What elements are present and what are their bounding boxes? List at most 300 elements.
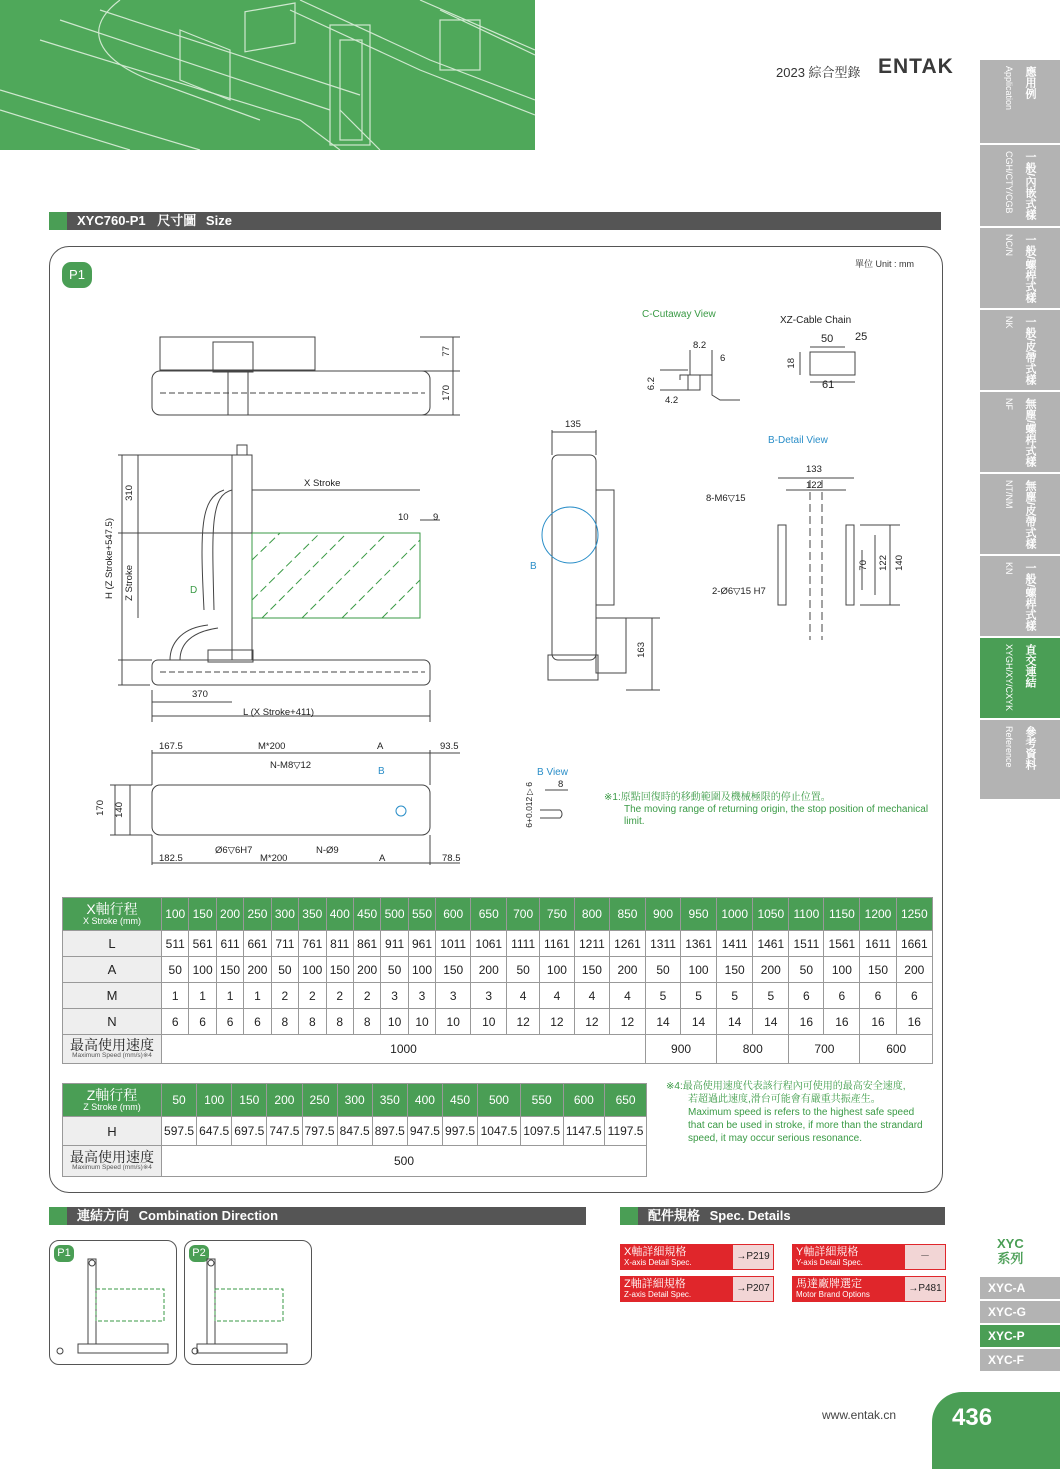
x-table-cell: 14 bbox=[646, 1009, 681, 1035]
x-table-cell: 2 bbox=[353, 983, 380, 1009]
x-stroke-zh: X軸行程 bbox=[86, 901, 138, 917]
x-table-cell: 1111 bbox=[507, 931, 540, 957]
unit-label: 單位 Unit : mm bbox=[855, 259, 915, 269]
x-table-cell: 1561 bbox=[824, 931, 860, 957]
z-table-cell: 697.5 bbox=[232, 1117, 267, 1146]
x-speed-cell: 800 bbox=[717, 1035, 789, 1064]
xz-chain-title: XZ-Cable Chain bbox=[780, 315, 852, 326]
m8-label: N-M8▽12 bbox=[270, 760, 312, 771]
dim-6: 6 bbox=[720, 353, 726, 364]
note-4-en3: speed, it may occur serious resonance. bbox=[688, 1133, 862, 1144]
x-speed-en: Maximum Speed (mm/s)※4 bbox=[72, 1052, 152, 1059]
side-tab-zh: 應用例 bbox=[1024, 66, 1036, 99]
x-table-cell: 150 bbox=[860, 957, 896, 983]
side-tab-en: NT/NM bbox=[1004, 480, 1014, 509]
combo-title-zh: 連結方向 bbox=[77, 1208, 130, 1223]
x-table-cell: 6 bbox=[896, 983, 932, 1009]
side-tab[interactable] bbox=[980, 228, 1060, 309]
x-table-row bbox=[63, 957, 933, 983]
z-table-cell: 1097.5 bbox=[520, 1117, 563, 1146]
x-table-cell: 6 bbox=[162, 1009, 189, 1035]
spec-motor-en: Motor Brand Options bbox=[796, 1290, 870, 1299]
x-table-cell: 961 bbox=[408, 931, 435, 957]
spec-link-motor[interactable] bbox=[792, 1276, 946, 1302]
spec-x-zh: X軸詳細規格 bbox=[624, 1246, 687, 1258]
spec-y-en: Y-axis Detail Spec. bbox=[796, 1258, 863, 1267]
dim-140: 140 bbox=[894, 555, 905, 571]
note-1-en: The moving range of returning origin, the stop position of mechanical limit. bbox=[624, 804, 929, 827]
side-tab-zh: 一般/內嵌式樣 bbox=[1024, 151, 1036, 221]
a-bottom: A bbox=[379, 853, 386, 864]
x-stroke-cell: 600 bbox=[436, 898, 471, 931]
page-number-tab bbox=[932, 1392, 1060, 1469]
x-table-cell: 861 bbox=[353, 931, 380, 957]
z-stroke-cell: 400 bbox=[407, 1084, 442, 1117]
x-speed-zh: 最高使用速度 bbox=[70, 1037, 154, 1053]
b-marker-2: B bbox=[378, 766, 385, 777]
side-tab-zh: 一般/皮帶式樣 bbox=[1024, 316, 1036, 386]
side-tab[interactable] bbox=[980, 556, 1060, 637]
z-stroke-cell: 550 bbox=[520, 1084, 563, 1117]
x-table-cell: 3 bbox=[436, 983, 471, 1009]
series-xyc-f[interactable]: XYC-F bbox=[980, 1349, 1060, 1371]
x-table-cell: 150 bbox=[574, 957, 609, 983]
side-tab[interactable] bbox=[980, 720, 1060, 800]
z-h-row bbox=[63, 1117, 647, 1146]
x-table-cell: 561 bbox=[189, 931, 216, 957]
x-table-cell: 511 bbox=[162, 931, 189, 957]
spec-motor-ref: →P481 bbox=[905, 1277, 945, 1301]
x-table-cell: 8 bbox=[271, 1009, 298, 1035]
x-speed-cell: 700 bbox=[789, 1035, 860, 1064]
x-stroke-cell: 1200 bbox=[860, 898, 896, 931]
spec-link-z-axis[interactable] bbox=[620, 1276, 774, 1302]
x-table-cell: 200 bbox=[244, 957, 271, 983]
x-table-cell: 4 bbox=[609, 983, 645, 1009]
m6-thread-label: 8-M6▽15 bbox=[706, 493, 746, 504]
dim-61: 61 bbox=[822, 379, 835, 391]
x-row-label: M bbox=[63, 983, 162, 1009]
x-stroke-cell: 450 bbox=[353, 898, 380, 931]
dim-135: 135 bbox=[565, 419, 581, 430]
x-speed-cell: 600 bbox=[860, 1035, 933, 1064]
z-speed-label bbox=[63, 1146, 162, 1177]
x-table-cell: 12 bbox=[539, 1009, 574, 1035]
series-title-zh: 系列 bbox=[997, 1251, 1024, 1266]
dim-70: 70 bbox=[858, 560, 869, 571]
dim-4-2: 4.2 bbox=[665, 395, 679, 406]
x-table-cell: 50 bbox=[162, 957, 189, 983]
x-stroke-cell: 1250 bbox=[896, 898, 932, 931]
z-table-cell: 747.5 bbox=[267, 1117, 302, 1146]
h-label: H (Z Stroke+547.5) bbox=[104, 518, 115, 600]
note-4 bbox=[666, 1080, 936, 1145]
x-table-cell: 1 bbox=[216, 983, 243, 1009]
side-tab-en: NF bbox=[1004, 398, 1014, 410]
z-stroke-label: Z Stroke bbox=[124, 565, 135, 601]
catalog-title: 2023 綜合型錄 bbox=[776, 65, 861, 80]
x-table-corner bbox=[63, 898, 162, 931]
x-table-cell: 1361 bbox=[680, 931, 716, 957]
x-table-cell: 911 bbox=[381, 931, 408, 957]
spec-y-zh: Y軸詳細規格 bbox=[796, 1246, 859, 1258]
d-marker: D bbox=[190, 585, 198, 596]
x-table-cell: 16 bbox=[860, 1009, 896, 1035]
x-stroke-cell: 250 bbox=[244, 898, 271, 931]
x-stroke-cell: 1000 bbox=[717, 898, 753, 931]
x-table-row bbox=[63, 983, 933, 1009]
z-row-label: H bbox=[63, 1117, 162, 1146]
side-tab-en: NK bbox=[1004, 316, 1014, 329]
section-bar-combination bbox=[49, 1207, 586, 1225]
side-tab-en: XYGH/XY/CXYK bbox=[1004, 644, 1014, 712]
page-number: 436 bbox=[952, 1404, 993, 1431]
n9-label: N-Ø9 bbox=[316, 845, 339, 856]
side-tab-en: CGH/CTY/CGB bbox=[1004, 151, 1014, 214]
combo-p2-card bbox=[184, 1240, 312, 1365]
x-stroke-cell: 550 bbox=[408, 898, 435, 931]
dim-133: 133 bbox=[806, 464, 822, 475]
z-stroke-cell: 450 bbox=[443, 1084, 478, 1117]
z-stroke-cell: 350 bbox=[372, 1084, 407, 1117]
dim-18: 18 bbox=[786, 358, 797, 369]
x-stroke-cell: 500 bbox=[381, 898, 408, 931]
x-table-cell: 100 bbox=[408, 957, 435, 983]
spec-link-x-axis[interactable] bbox=[620, 1244, 774, 1270]
x-table-cell: 1661 bbox=[896, 931, 932, 957]
dim-25: 25 bbox=[855, 331, 868, 343]
spec-z-zh: Z軸詳細規格 bbox=[624, 1278, 686, 1290]
x-table-cell: 1211 bbox=[574, 931, 609, 957]
z-stroke-table bbox=[62, 1083, 647, 1177]
side-tab[interactable] bbox=[980, 60, 1060, 144]
x-table-cell: 2 bbox=[326, 983, 353, 1009]
dim-50: 50 bbox=[821, 333, 834, 345]
note-1-zh: ※1:原點回復時的移動範圍及機械極限的停止位置。 bbox=[604, 792, 831, 803]
side-tab[interactable] bbox=[980, 392, 1060, 473]
spec-x-en: X-axis Detail Spec. bbox=[624, 1258, 692, 1267]
z-table-cell: 897.5 bbox=[372, 1117, 407, 1146]
x-table-cell: 200 bbox=[753, 957, 789, 983]
x-table-cell: 12 bbox=[507, 1009, 540, 1035]
x-table-cell: 14 bbox=[680, 1009, 716, 1035]
z-stroke-cell: 100 bbox=[197, 1084, 232, 1117]
x-stroke-cell: 1150 bbox=[824, 898, 860, 931]
dim-310: 310 bbox=[124, 485, 135, 501]
a-top: A bbox=[377, 741, 384, 752]
series-title-en: XYC bbox=[997, 1236, 1024, 1251]
dim-93-5: 93.5 bbox=[440, 741, 459, 752]
z-stroke-cell: 50 bbox=[162, 1084, 197, 1117]
x-stroke-cell: 350 bbox=[299, 898, 326, 931]
dim-167-5: 167.5 bbox=[159, 741, 183, 752]
dim-170b: 170 bbox=[95, 800, 106, 816]
x-table-cell: 4 bbox=[539, 983, 574, 1009]
x-table-cell: 50 bbox=[789, 957, 824, 983]
x-table-cell: 6 bbox=[189, 1009, 216, 1035]
note-4-en1: Maximum speed is refers to the highest safe speed bbox=[688, 1107, 915, 1118]
x-table-cell: 4 bbox=[574, 983, 609, 1009]
z-stroke-cell: 650 bbox=[605, 1084, 647, 1117]
x-table-cell: 4 bbox=[507, 983, 540, 1009]
spec-x-ref: →P219 bbox=[733, 1245, 773, 1269]
z-table-cell: 1047.5 bbox=[478, 1117, 521, 1146]
x-table-cell: 14 bbox=[717, 1009, 753, 1035]
x-table-cell: 12 bbox=[609, 1009, 645, 1035]
x-table-cell: 3 bbox=[471, 983, 507, 1009]
z-speed-cell: 500 bbox=[162, 1146, 647, 1177]
dim-6-2: 6.2 bbox=[646, 377, 657, 391]
x-speed-row bbox=[63, 1035, 933, 1064]
x-table-cell: 50 bbox=[381, 957, 408, 983]
x-table-cell: 50 bbox=[271, 957, 298, 983]
x-table-cell: 8 bbox=[299, 1009, 326, 1035]
x-table-row bbox=[63, 1009, 933, 1035]
x-table-cell: 1 bbox=[244, 983, 271, 1009]
b-view-title: B View bbox=[537, 767, 568, 778]
x-table-cell: 200 bbox=[353, 957, 380, 983]
side-tab-zh: 直交連結 bbox=[1024, 644, 1036, 688]
x-table-cell: 5 bbox=[717, 983, 753, 1009]
x-table-cell: 100 bbox=[824, 957, 860, 983]
z-stroke-cell: 250 bbox=[302, 1084, 337, 1117]
series-xyc-a[interactable]: XYC-A bbox=[980, 1277, 1060, 1299]
z-stroke-en: Z Stroke (mm) bbox=[83, 1102, 141, 1112]
dim-170: 170 bbox=[441, 385, 452, 401]
x-stroke-cell: 900 bbox=[646, 898, 681, 931]
x-table-cell: 8 bbox=[353, 1009, 380, 1035]
x-table-cell: 3 bbox=[408, 983, 435, 1009]
x-table-cell: 16 bbox=[824, 1009, 860, 1035]
x-stroke-table bbox=[62, 897, 933, 1064]
z-table-cell: 597.5 bbox=[162, 1117, 197, 1146]
x-table-cell: 811 bbox=[326, 931, 353, 957]
note-4-zh1: ※4:最高使用速度代表該行程內可使用的最高安全速度, bbox=[666, 1081, 906, 1092]
section-title-en: Size bbox=[205, 213, 232, 228]
z-table-cell: 947.5 bbox=[407, 1117, 442, 1146]
dim-140b: 140 bbox=[114, 802, 125, 818]
x-table-cell: 200 bbox=[896, 957, 932, 983]
dim-122: 122 bbox=[806, 480, 822, 491]
x-table-cell: 6 bbox=[860, 983, 896, 1009]
x-stroke-cell: 700 bbox=[507, 898, 540, 931]
z-table-cell: 797.5 bbox=[302, 1117, 337, 1146]
z-table-cell: 847.5 bbox=[337, 1117, 372, 1146]
spec-z-en: Z-axis Detail Spec. bbox=[624, 1290, 692, 1299]
dim-78-5: 78.5 bbox=[442, 853, 461, 864]
combo-p1-card bbox=[49, 1240, 177, 1365]
x-stroke-label: X Stroke bbox=[304, 478, 341, 489]
x-table-cell: 150 bbox=[326, 957, 353, 983]
l-label: L (X Stroke+411) bbox=[243, 707, 315, 718]
x-table-cell: 10 bbox=[381, 1009, 408, 1035]
dim-370: 370 bbox=[192, 689, 208, 700]
x-table-cell: 100 bbox=[680, 957, 716, 983]
m200-bottom: M*200 bbox=[260, 853, 288, 864]
side-tab-en: Application bbox=[1004, 66, 1014, 111]
x-table-cell: 100 bbox=[539, 957, 574, 983]
dim-8-2: 8.2 bbox=[693, 340, 707, 351]
x-stroke-cell: 400 bbox=[326, 898, 353, 931]
x-stroke-en: X Stroke (mm) bbox=[82, 916, 141, 926]
x-table-cell: 1511 bbox=[789, 931, 824, 957]
z-table-header-row bbox=[63, 1084, 647, 1117]
dim-182-5: 182.5 bbox=[159, 853, 183, 864]
side-tab[interactable] bbox=[980, 310, 1060, 391]
x-table-cell: 1461 bbox=[753, 931, 789, 957]
section-bar-spec bbox=[620, 1207, 945, 1225]
x-table-cell: 10 bbox=[408, 1009, 435, 1035]
note-4-en2: that can be used in stroke, if more than the strandard bbox=[688, 1120, 923, 1131]
x-table-cell: 6 bbox=[789, 983, 824, 1009]
z-stroke-cell: 600 bbox=[563, 1084, 605, 1117]
x-table-cell: 5 bbox=[753, 983, 789, 1009]
x-stroke-cell: 1050 bbox=[753, 898, 789, 931]
side-tab-en: NC/N bbox=[1004, 234, 1014, 256]
z-table-cell: 647.5 bbox=[197, 1117, 232, 1146]
z-table-corner bbox=[63, 1084, 162, 1117]
combo-title-en: Combination Direction bbox=[138, 1208, 279, 1223]
z-table-cell: 997.5 bbox=[443, 1117, 478, 1146]
x-table-cell: 8 bbox=[326, 1009, 353, 1035]
x-table-cell: 6 bbox=[244, 1009, 271, 1035]
x-table-cell: 1 bbox=[162, 983, 189, 1009]
z-stroke-cell: 200 bbox=[267, 1084, 302, 1117]
x-row-label: N bbox=[63, 1009, 162, 1035]
z-stroke-zh: Z軸行程 bbox=[86, 1087, 138, 1103]
x-table-cell: 661 bbox=[244, 931, 271, 957]
x-row-label: A bbox=[63, 957, 162, 983]
z-stroke-cell: 300 bbox=[337, 1084, 372, 1117]
x-table-cell: 200 bbox=[609, 957, 645, 983]
series-xyc-g[interactable]: XYC-G bbox=[980, 1301, 1060, 1323]
z-stroke-cell: 150 bbox=[232, 1084, 267, 1117]
x-table-cell: 3 bbox=[381, 983, 408, 1009]
tolerance-label: 6+0.012▽6 bbox=[524, 782, 534, 828]
side-tab[interactable] bbox=[980, 474, 1060, 555]
x-table-cell: 1611 bbox=[860, 931, 896, 957]
x-table-cell: 5 bbox=[646, 983, 681, 1009]
spec-z-ref: →P207 bbox=[733, 1277, 773, 1301]
x-table-cell: 761 bbox=[299, 931, 326, 957]
x-stroke-cell: 850 bbox=[609, 898, 645, 931]
x-stroke-cell: 650 bbox=[471, 898, 507, 931]
x-table-cell: 1261 bbox=[609, 931, 645, 957]
side-tab-zh: 參考資料 bbox=[1024, 726, 1036, 770]
combo-p2-diagram bbox=[185, 1241, 310, 1363]
x-table-cell: 2 bbox=[299, 983, 326, 1009]
x-table-cell: 1061 bbox=[471, 931, 507, 957]
combo-p1-badge: P1 bbox=[54, 1245, 74, 1262]
x-stroke-cell: 200 bbox=[216, 898, 243, 931]
x-table-cell: 1411 bbox=[717, 931, 753, 957]
series-title bbox=[997, 1236, 1024, 1266]
x-table-row bbox=[63, 931, 933, 957]
z-stroke-cell: 500 bbox=[478, 1084, 521, 1117]
x-table-cell: 200 bbox=[471, 957, 507, 983]
combo-p2-badge: P2 bbox=[189, 1245, 209, 1262]
side-tab-zh: 一般/螺桿式樣 bbox=[1024, 562, 1036, 632]
side-tab-zh: 一般/螺桿式樣 bbox=[1024, 234, 1036, 304]
z-speed-row bbox=[63, 1146, 647, 1177]
x-stroke-cell: 1100 bbox=[789, 898, 824, 931]
x-stroke-cell: 300 bbox=[271, 898, 298, 931]
series-xyc-p[interactable]: XYC-P bbox=[980, 1325, 1060, 1347]
x-table-cell: 5 bbox=[680, 983, 716, 1009]
x-table-cell: 1311 bbox=[646, 931, 681, 957]
x-stroke-cell: 100 bbox=[162, 898, 189, 931]
x-speed-label bbox=[63, 1035, 162, 1064]
note-4-zh2: 若超過此速度,滑台可能會有嚴重共振產生。 bbox=[688, 1094, 881, 1105]
side-tab[interactable] bbox=[980, 638, 1060, 719]
spec-link-y-axis[interactable] bbox=[792, 1244, 946, 1270]
z-speed-en: Maximum Speed (mm/s)※4 bbox=[72, 1164, 152, 1171]
pin-hole-label: 2-Ø6▽15 H7 bbox=[712, 586, 766, 597]
x-stroke-cell: 750 bbox=[539, 898, 574, 931]
x-table-cell: 6 bbox=[216, 1009, 243, 1035]
x-table-cell: 150 bbox=[436, 957, 471, 983]
x-speed-cell: 1000 bbox=[162, 1035, 646, 1064]
x-table-cell: 6 bbox=[824, 983, 860, 1009]
x-table-cell: 2 bbox=[271, 983, 298, 1009]
x-table-cell: 611 bbox=[216, 931, 243, 957]
x-stroke-cell: 950 bbox=[680, 898, 716, 931]
x-row-label: L bbox=[63, 931, 162, 957]
side-tab-en: Reference bbox=[1004, 726, 1014, 768]
footer-url[interactable]: www.entak.cn bbox=[822, 1408, 897, 1422]
dim-77: 77 bbox=[441, 346, 452, 357]
m200-top: M*200 bbox=[258, 741, 286, 752]
phi6-label: Ø6▽6H7 bbox=[215, 845, 253, 856]
dim-9: 9 bbox=[433, 512, 439, 523]
note-1 bbox=[604, 792, 939, 828]
z-table-cell: 1197.5 bbox=[605, 1117, 647, 1146]
x-stroke-cell: 150 bbox=[189, 898, 216, 931]
x-table-cell: 100 bbox=[299, 957, 326, 983]
x-table-cell: 16 bbox=[896, 1009, 932, 1035]
dim-8: 8 bbox=[558, 779, 564, 790]
combo-p1-diagram bbox=[50, 1241, 175, 1363]
x-table-cell: 150 bbox=[717, 957, 753, 983]
z-table-cell: 1147.5 bbox=[563, 1117, 605, 1146]
brand-logo: ENTAK bbox=[878, 55, 954, 78]
side-tab-en: KN bbox=[1004, 562, 1014, 575]
x-table-cell: 50 bbox=[507, 957, 540, 983]
z-speed-zh: 最高使用速度 bbox=[70, 1149, 154, 1165]
side-tab[interactable] bbox=[980, 145, 1060, 227]
dim-10: 10 bbox=[398, 512, 409, 523]
section-code: XYC760-P1 bbox=[77, 213, 146, 228]
side-tab-zh: 無塵/皮帶式樣 bbox=[1024, 480, 1036, 550]
x-table-cell: 100 bbox=[189, 957, 216, 983]
b-detail-title: B-Detail View bbox=[768, 435, 828, 446]
x-speed-cell: 900 bbox=[646, 1035, 717, 1064]
x-table-cell: 1011 bbox=[436, 931, 471, 957]
x-table-cell: 1161 bbox=[539, 931, 574, 957]
spec-title-zh: 配件規格 bbox=[648, 1208, 701, 1223]
x-table-header-row bbox=[63, 898, 933, 931]
x-stroke-cell: 800 bbox=[574, 898, 609, 931]
c-cutaway-title: C-Cutaway View bbox=[642, 309, 716, 320]
p1-badge: P1 bbox=[62, 262, 92, 288]
spec-motor-zh: 馬達廠牌選定 bbox=[796, 1278, 862, 1290]
dim-122v: 122 bbox=[878, 555, 889, 571]
b-marker: B bbox=[530, 561, 537, 572]
x-table-cell: 10 bbox=[436, 1009, 471, 1035]
section-title-zh: 尺寸圖 bbox=[157, 213, 197, 228]
x-table-cell: 711 bbox=[271, 931, 298, 957]
dim-163: 163 bbox=[636, 642, 647, 658]
